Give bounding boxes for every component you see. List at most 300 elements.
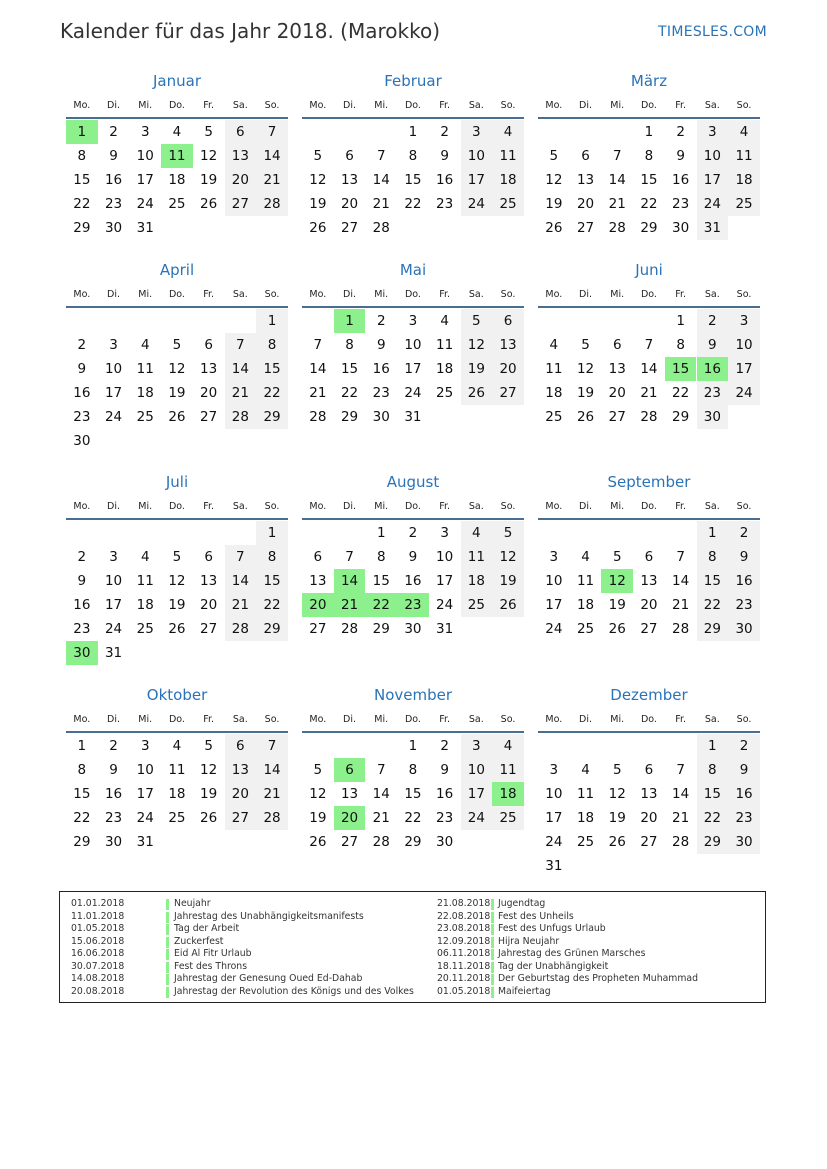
weekend-day-cell: 11: [492, 144, 524, 168]
weekend-day-cell: 15: [697, 782, 729, 806]
day-cell: 18: [545, 385, 563, 401]
holiday-marker: [491, 949, 494, 960]
weekday-header: Do.: [168, 501, 185, 512]
day-cell: 11: [136, 573, 154, 589]
day-cell: 19: [200, 786, 218, 802]
day-cell: 22: [340, 385, 359, 401]
holiday-day-cell: 22: [365, 593, 397, 617]
weekday-header: Mo.: [73, 714, 91, 725]
month-header-rule: [66, 117, 288, 119]
weekday-header: Sa.: [232, 100, 248, 111]
month-header-rule: [302, 117, 524, 119]
holiday-name: Jugendtag: [498, 898, 546, 909]
weekday-header: Do.: [404, 714, 421, 725]
weekday-header: Do.: [640, 714, 657, 725]
weekend-day-cell: 17: [461, 782, 493, 806]
day-cell: 8: [408, 148, 418, 164]
day-cell: 5: [204, 738, 213, 754]
weekday-header: Mi.: [138, 714, 153, 725]
day-cell: 16: [372, 361, 390, 377]
day-cell: 25: [136, 409, 154, 425]
month-name: April: [159, 261, 195, 279]
weekday-header: Sa.: [704, 501, 720, 512]
day-cell: 27: [200, 621, 218, 637]
weekend-day-cell: 24: [461, 806, 493, 830]
day-cell: 4: [140, 549, 150, 565]
day-cell: 21: [640, 385, 658, 401]
weekend-day-cell: 5: [461, 309, 493, 333]
weekend-day-cell: 25: [492, 806, 524, 830]
day-cell: 16: [436, 172, 454, 188]
day-cell: 19: [168, 385, 186, 401]
weekend-day-cell: 15: [256, 357, 288, 381]
day-cell: 6: [204, 337, 213, 353]
weekend-day-cell: 25: [728, 192, 760, 216]
day-cell: 26: [168, 409, 186, 425]
day-cell: 1: [408, 124, 418, 140]
weekday-header: Mo.: [73, 501, 91, 512]
day-cell: 18: [436, 361, 454, 377]
day-cell: 8: [376, 549, 386, 565]
weekday-header: So.: [736, 714, 752, 725]
day-cell: 7: [676, 762, 685, 778]
day-cell: 19: [168, 597, 186, 613]
weekday-header: Sa.: [468, 100, 484, 111]
weekday-header: Mo.: [545, 100, 563, 111]
day-cell: 18: [136, 597, 154, 613]
weekend-day-cell: 11: [728, 144, 760, 168]
day-cell: 29: [372, 621, 390, 637]
day-cell: 7: [376, 148, 386, 164]
weekday-header: Di.: [579, 100, 593, 111]
month-name: November: [373, 686, 453, 704]
day-cell: 17: [136, 786, 154, 802]
month-name: Oktober: [146, 686, 208, 704]
weekday-header: Do.: [404, 289, 421, 300]
day-cell: 18: [576, 810, 595, 826]
holiday-name: Neujahr: [174, 898, 211, 909]
weekday-header: Fr.: [675, 100, 687, 111]
weekend-day-cell: 22: [697, 593, 729, 617]
day-cell: 22: [73, 196, 91, 212]
day-cell: 29: [404, 834, 422, 850]
day-cell: 23: [73, 409, 91, 425]
day-cell: 8: [77, 148, 87, 164]
weekend-day-cell: 10: [697, 144, 729, 168]
weekday-header: Di.: [107, 714, 121, 725]
day-cell: 27: [576, 220, 595, 236]
day-cell: 30: [672, 220, 690, 236]
holiday-day-cell: 18: [492, 782, 524, 806]
day-cell: 30: [404, 621, 422, 637]
day-cell: 19: [309, 810, 327, 826]
weekend-day-cell: 12: [492, 545, 524, 569]
month-header-rule: [66, 731, 288, 733]
holiday-marker: [166, 987, 169, 998]
weekday-header: Fr.: [203, 714, 215, 725]
day-cell: 16: [104, 786, 123, 802]
weekday-header: Mo.: [73, 100, 91, 111]
day-cell: 8: [644, 148, 654, 164]
weekend-day-cell: 24: [461, 192, 493, 216]
day-cell: 24: [545, 621, 563, 637]
weekend-day-cell: 20: [225, 168, 257, 192]
day-cell: 10: [104, 573, 123, 589]
day-cell: 4: [549, 337, 559, 353]
day-cell: 26: [576, 409, 595, 425]
weekday-header: Fr.: [203, 289, 215, 300]
day-cell: 17: [436, 573, 454, 589]
day-cell: 16: [73, 385, 91, 401]
day-cell: 29: [672, 409, 690, 425]
weekend-day-cell: 13: [225, 144, 257, 168]
day-cell: 3: [549, 762, 559, 778]
weekday-header: Fr.: [439, 501, 451, 512]
day-cell: 31: [545, 858, 563, 874]
weekend-day-cell: 10: [461, 144, 493, 168]
weekend-day-cell: 23: [697, 381, 729, 405]
day-cell: 21: [608, 196, 626, 212]
day-cell: 3: [109, 337, 118, 353]
day-cell: 30: [436, 834, 454, 850]
day-cell: 27: [640, 621, 658, 637]
day-cell: 8: [408, 762, 418, 778]
day-cell: 20: [608, 385, 626, 401]
day-cell: 25: [168, 810, 186, 826]
day-cell: 24: [136, 196, 154, 212]
day-cell: 4: [172, 738, 182, 754]
holiday-date: 21.08.2018: [437, 898, 491, 909]
holiday-date: 14.08.2018: [71, 973, 125, 984]
holiday-name: Jahrestag des Unabhängigkeitsmanifests: [174, 910, 364, 922]
month-header-rule: [302, 731, 524, 733]
weekday-header: Di.: [579, 714, 593, 725]
weekday-header: So.: [736, 289, 752, 300]
day-cell: 16: [672, 172, 690, 188]
day-cell: 14: [372, 786, 390, 802]
day-cell: 20: [640, 810, 658, 826]
day-cell: 29: [73, 220, 91, 236]
holiday-day-cell: 20: [334, 806, 366, 830]
day-cell: 29: [340, 409, 359, 425]
holiday-legend: [59, 891, 766, 1003]
month-header-rule: [302, 518, 524, 520]
day-cell: 23: [436, 196, 454, 212]
weekend-day-cell: 16: [728, 569, 760, 593]
holiday-marker: [166, 974, 169, 985]
day-cell: 27: [608, 409, 626, 425]
day-cell: 6: [313, 549, 323, 565]
weekend-day-cell: 20: [225, 782, 257, 806]
weekday-header: Di.: [343, 714, 357, 725]
weekday-header: So.: [736, 100, 752, 111]
holiday-date: 06.11.2018: [437, 948, 491, 959]
day-cell: 5: [612, 549, 622, 565]
day-cell: 18: [168, 172, 186, 188]
weekend-day-cell: 15: [697, 569, 729, 593]
day-cell: 26: [545, 220, 563, 236]
weekday-header: Mi.: [374, 501, 389, 512]
day-cell: 30: [372, 409, 390, 425]
day-cell: 17: [104, 597, 123, 613]
day-cell: 2: [440, 124, 449, 140]
weekend-day-cell: 8: [697, 545, 729, 569]
day-cell: 28: [608, 220, 626, 236]
day-cell: 17: [136, 172, 154, 188]
day-cell: 25: [436, 385, 454, 401]
day-cell: 11: [136, 361, 154, 377]
weekday-header: So.: [500, 100, 516, 111]
weekday-header: Di.: [579, 289, 593, 300]
day-cell: 28: [340, 621, 359, 637]
weekday-header: Fr.: [203, 501, 215, 512]
weekday-header: Fr.: [439, 714, 451, 725]
day-cell: 17: [545, 810, 563, 826]
month-name: Januar: [153, 72, 201, 90]
day-cell: 13: [576, 172, 595, 188]
day-cell: 20: [640, 597, 658, 613]
day-cell: 10: [404, 337, 422, 353]
day-cell: 3: [549, 549, 559, 565]
day-cell: 21: [309, 385, 327, 401]
weekend-day-cell: 29: [256, 617, 288, 641]
day-cell: 6: [581, 148, 590, 164]
weekend-day-cell: 12: [461, 333, 493, 357]
weekday-header: Mo.: [309, 289, 327, 300]
holiday-name: Hijra Neujahr: [498, 935, 560, 947]
day-cell: 28: [672, 621, 690, 637]
day-cell: 25: [576, 834, 595, 850]
holiday-day-cell: 16: [697, 357, 729, 381]
holiday-day-cell: 23: [397, 593, 429, 617]
weekday-header: Di.: [107, 501, 121, 512]
holiday-date: 12.09.2018: [437, 935, 491, 947]
weekend-day-cell: 7: [256, 734, 288, 758]
weekday-header: Mi.: [610, 100, 625, 111]
weekend-day-cell: 2: [728, 521, 760, 545]
day-cell: 28: [309, 409, 327, 425]
holiday-marker: [491, 974, 494, 985]
day-cell: 10: [136, 148, 154, 164]
day-cell: 24: [104, 409, 123, 425]
day-cell: 16: [404, 573, 422, 589]
weekend-day-cell: 6: [225, 734, 257, 758]
holiday-marker: [491, 937, 494, 948]
day-cell: 26: [608, 834, 626, 850]
weekend-day-cell: 14: [256, 758, 288, 782]
weekend-day-cell: 9: [728, 545, 760, 569]
weekend-day-cell: 26: [492, 593, 524, 617]
weekday-header: Mi.: [374, 100, 389, 111]
weekday-header: Do.: [640, 501, 657, 512]
day-cell: 12: [200, 762, 218, 778]
weekend-day-cell: 2: [697, 309, 729, 333]
day-cell: 12: [576, 361, 595, 377]
weekday-header: Mi.: [138, 100, 153, 111]
day-cell: 29: [73, 834, 91, 850]
holiday-marker: [491, 962, 494, 973]
day-cell: 19: [545, 196, 563, 212]
day-cell: 20: [200, 597, 218, 613]
weekday-header: Sa.: [704, 714, 720, 725]
weekday-header: So.: [264, 501, 280, 512]
month-name: September: [607, 473, 691, 491]
holiday-date: 01.01.2018: [71, 898, 125, 909]
month-header-rule: [66, 518, 288, 520]
day-cell: 20: [576, 196, 595, 212]
holiday-name: Tag der Unabhängigkeit: [498, 960, 609, 972]
day-cell: 17: [104, 385, 123, 401]
weekend-day-cell: 10: [728, 333, 760, 357]
weekend-day-cell: 29: [697, 617, 729, 641]
weekend-day-cell: 1: [697, 734, 729, 758]
day-cell: 15: [73, 172, 91, 188]
weekday-header: Sa.: [468, 501, 484, 512]
weekend-day-cell: 14: [256, 144, 288, 168]
weekend-day-cell: 28: [256, 806, 288, 830]
holiday-marker: [166, 899, 169, 910]
weekday-header: Fr.: [675, 714, 687, 725]
weekend-day-cell: 10: [461, 758, 493, 782]
day-cell: 13: [340, 172, 359, 188]
day-cell: 7: [345, 549, 354, 565]
month-header-rule: [538, 731, 760, 733]
holiday-day-cell: 11: [161, 144, 193, 168]
weekday-header: Fr.: [439, 289, 451, 300]
month-header-rule: [538, 306, 760, 308]
holiday-marker: [491, 924, 494, 935]
day-cell: 9: [109, 762, 118, 778]
holiday-name: Maifeiertag: [498, 985, 551, 997]
weekend-day-cell: 13: [225, 758, 257, 782]
weekend-day-cell: 29: [256, 405, 288, 429]
weekday-header: Sa.: [232, 714, 248, 725]
weekend-day-cell: 29: [697, 830, 729, 854]
holiday-day-cell: 21: [334, 593, 366, 617]
day-cell: 28: [672, 834, 690, 850]
weekday-header: Di.: [107, 289, 121, 300]
day-cell: 7: [376, 762, 386, 778]
day-cell: 31: [136, 220, 154, 236]
day-cell: 7: [644, 337, 654, 353]
day-cell: 3: [109, 549, 118, 565]
brand-link[interactable]: TIMESLES.COM: [658, 24, 767, 40]
day-cell: 14: [672, 573, 690, 589]
day-cell: 1: [376, 525, 386, 541]
holiday-date: 22.08.2018: [437, 910, 491, 922]
day-cell: 28: [372, 220, 390, 236]
day-cell: 19: [576, 385, 595, 401]
day-cell: 5: [549, 148, 559, 164]
month-name: März: [630, 72, 668, 90]
day-cell: 5: [581, 337, 590, 353]
day-cell: 2: [676, 124, 685, 140]
day-cell: 13: [640, 786, 658, 802]
day-cell: 12: [309, 786, 327, 802]
holiday-date: 20.11.2018: [437, 973, 491, 984]
weekend-day-cell: 17: [697, 168, 729, 192]
weekday-header: Mo.: [545, 289, 563, 300]
holiday-day-cell: 14: [334, 569, 366, 593]
weekend-day-cell: 6: [225, 120, 257, 144]
day-cell: 26: [168, 621, 186, 637]
day-cell: 1: [676, 313, 685, 329]
month-name: Mai: [399, 261, 427, 279]
holiday-day-cell: 12: [601, 569, 633, 593]
day-cell: 15: [73, 786, 91, 802]
day-cell: 13: [608, 361, 626, 377]
holiday-date: 18.11.2018: [437, 960, 491, 972]
day-cell: 9: [440, 148, 449, 164]
weekend-day-cell: 4: [492, 734, 524, 758]
weekday-header: Mo.: [309, 100, 327, 111]
weekday-header: Di.: [579, 501, 593, 512]
day-cell: 21: [372, 196, 390, 212]
day-cell: 17: [404, 361, 422, 377]
weekend-day-cell: 13: [492, 333, 524, 357]
day-cell: 18: [136, 385, 154, 401]
day-cell: 26: [200, 810, 218, 826]
holiday-name: Fest des Unfugs Urlaub: [498, 923, 606, 934]
holiday-date: 20.08.2018: [71, 985, 125, 997]
day-cell: 24: [545, 834, 563, 850]
weekend-day-cell: 21: [225, 593, 257, 617]
day-cell: 30: [73, 433, 91, 449]
weekend-day-cell: 17: [461, 168, 493, 192]
weekend-day-cell: 30: [728, 830, 760, 854]
month-header-rule: [538, 117, 760, 119]
day-cell: 17: [545, 597, 563, 613]
weekend-day-cell: 7: [256, 120, 288, 144]
day-cell: 1: [77, 738, 87, 754]
weekend-day-cell: 27: [225, 192, 257, 216]
weekend-day-cell: 21: [225, 381, 257, 405]
day-cell: 24: [104, 621, 123, 637]
day-cell: 11: [436, 337, 454, 353]
month-header-rule: [538, 518, 760, 520]
weekday-header: So.: [500, 501, 516, 512]
holiday-name: Jahrestag des Grünen Marsches: [498, 948, 646, 959]
day-cell: 22: [73, 810, 91, 826]
weekday-header: Do.: [168, 100, 185, 111]
holiday-name: Jahrestag der Revolution des Königs und des Volkes: [174, 985, 414, 997]
day-cell: 6: [204, 549, 213, 565]
holiday-date: 01.05.2018: [437, 985, 491, 997]
day-cell: 14: [372, 172, 390, 188]
weekend-day-cell: 4: [461, 521, 493, 545]
day-cell: 23: [104, 810, 123, 826]
weekend-day-cell: 28: [225, 405, 257, 429]
weekday-header: Mo.: [309, 714, 327, 725]
weekend-day-cell: 8: [697, 758, 729, 782]
weekend-day-cell: 27: [492, 381, 524, 405]
day-cell: 2: [77, 337, 87, 353]
day-cell: 2: [408, 525, 418, 541]
day-cell: 23: [436, 810, 454, 826]
day-cell: 12: [608, 786, 626, 802]
weekday-header: So.: [736, 501, 752, 512]
weekend-day-cell: 21: [256, 168, 288, 192]
day-cell: 4: [581, 762, 590, 778]
day-cell: 9: [676, 148, 685, 164]
holiday-marker: [166, 949, 169, 960]
weekday-header: Mi.: [374, 289, 389, 300]
weekday-header: Mi.: [138, 289, 153, 300]
weekday-header: Di.: [343, 289, 357, 300]
day-cell: 2: [77, 549, 87, 565]
holiday-date: 23.08.2018: [437, 923, 491, 934]
page-title: Kalender für das Jahr 2018. (Marokko): [60, 19, 441, 43]
